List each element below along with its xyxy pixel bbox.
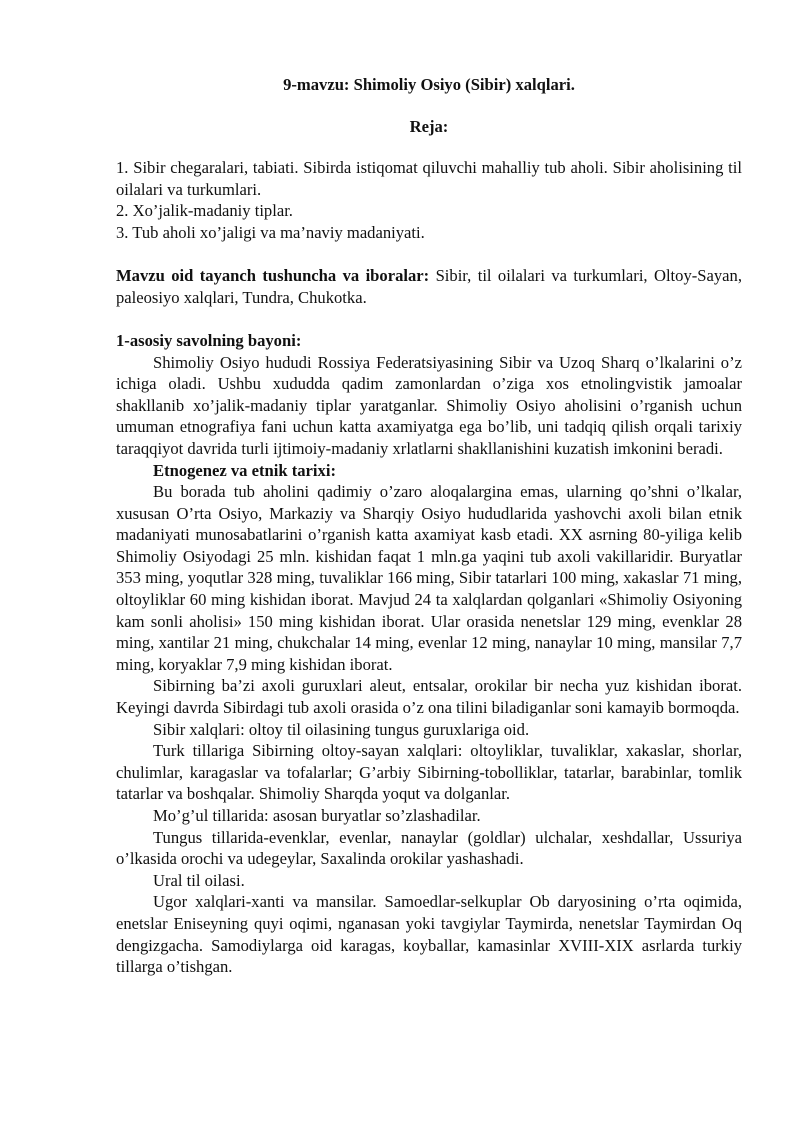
section2-paragraph: Tungus tillarida-evenklar, evenlar, nanaylar (goldlar) ulchalar, xeshdallar, Ussuriya o’lkasida orochi va udegeylar, Saxalinda orokilar yashashadi. [116,827,742,869]
section2-paragraph: Sibir xalqlari: oltoy til oilasining tungus guruxlariga oid. [153,719,530,739]
section2-paragraph: Mo’g’ul tillarida: asosan buryatlar so’zlashadilar. [153,806,481,825]
document-page [116,74,742,978]
section2-paragraph: Turk tillariga Sibirning oltoy-sayan xalqlari: oltoyliklar, tuvaliklar, xakaslar, shorlar, chulimlar, karagaslar va tofalarlar; G’arbiy Sibirning-tobolliklar, tatarlar, barabinlar, tomlik tatarlar va boshqalar. Shimoliy Sharqda yoqut va dolganlar. [116,741,742,804]
section2-paragraph: Sibirning ba’zi axoli guruxlari aleut, entsalar, orokilar bir necha yuz kishidan iborat. Keyingi davrda Sibirdagi tub axoli orasida o’z ona tilini biladiganlar soni kamayib bormoqda. [116,676,742,718]
plan-heading: Reja: [409,116,449,136]
section2-paragraph: Bu borada tub aholini qadimiy o’zaro aloqalargina emas, ularning qo’shni o’lkalar, xususan O’rta Osiyo, Markaziy va Sharqiy Osiyo hududlarida yashovchi axoli bilan etnik madaniyati munosabatlarini o’rganish katta axamiyat kasb etadi. XX asrning 80-yiliga kelib Shimoliy Osiyodagi 25 mln. kishidan faqat 1 mln.ga yaqini tub axoli vakillaridir. Buryatlar 353 ming, yoqutlar 328 ming, tuvaliklar 166 ming, Sibir tatarlari 100 ming, xakaslar 71 ming, oltoyliklar 60 ming kishidan iborat. Mavjud 24 ta xalqlardan qolganlari «Shimoliy Osiyoning kam sonli aholisi» 150 ming kishidan iborat. Ular orasida nenetslar 129 ming, evenklar 28 ming, xantilar 21 ming, chukchalar 14 ming, evenlar 12 ming, nanaylar 10 ming, mansilar 7,7 ming, koryaklar 7,9 ming kishidan iborat. [116,482,742,674]
section2-heading: Etnogenez va etnik tarixi: [153,460,336,480]
section1-heading: 1-asosiy savolning bayoni: [116,330,302,350]
section2-paragraph: Ural til oilasi. [153,870,245,890]
key-concepts-text: Sibir, til oilalari va turkumlari, Oltoy-Sayan, paleosiyo xalqlari, Tundra, Chukotka. [116,266,742,307]
section1-paragraph: Shimoliy Osiyo hududi Rossiya Federatsiyasining Sibir va Uzoq Sharq o’lkalarini o’z ichiga oladi. Ushbu xududda qadim zamonlardan o’ziga xos etnolingvistik jamoalar shakllanib xo’jalik-madaniy tiplar yaratganlar. Shimoliy Osiyo aholisini o’rganish uchun umuman etnografiya fani uchun katta axamiyatga ega bo’lib, uni tadqiq qilish orqali tarixiy taraqqiyot davrida turli ijtimoiy-madaniy xrlatlarni shakllanishini kuzatish imkonini beradi. [116,352,742,458]
plan-item: 1. Sibir chegaralari, tabiati. Sibirda istiqomat qiluvchi mahalliy tub aholi. Sibir aholisining til oilalari va turkumlari. [116,158,742,199]
key-concepts [116,265,742,308]
plan-item: 2. Xo’jalik-madaniy tiplar. [116,201,293,221]
section2-paragraph: Ugor xalqlari-xanti va mansilar. Samoedlar-selkuplar Ob daryosining o’rta oqimida, enetslar Eniseyning quyi oqimi, nganasan yoki tavgiylar Taymirda, nenetslar Taymirdan Oq dengizgacha. Samodiylarga oid karagas, koyballar, kamasinlar XVIII-XIX asrlarda turkiy tillarga o’tishgan. [116,892,742,977]
key-concepts-label: Mavzu oid tayanch tushuncha va iboralar: [116,266,430,286]
plan-list [116,157,742,243]
page-title: 9-mavzu: Shimoliy Osiyo (Sibir) xalqlari. [283,75,575,94]
plan-item: 3. Tub aholi xo’jaligi va ma’naviy madaniyati. [116,222,425,242]
